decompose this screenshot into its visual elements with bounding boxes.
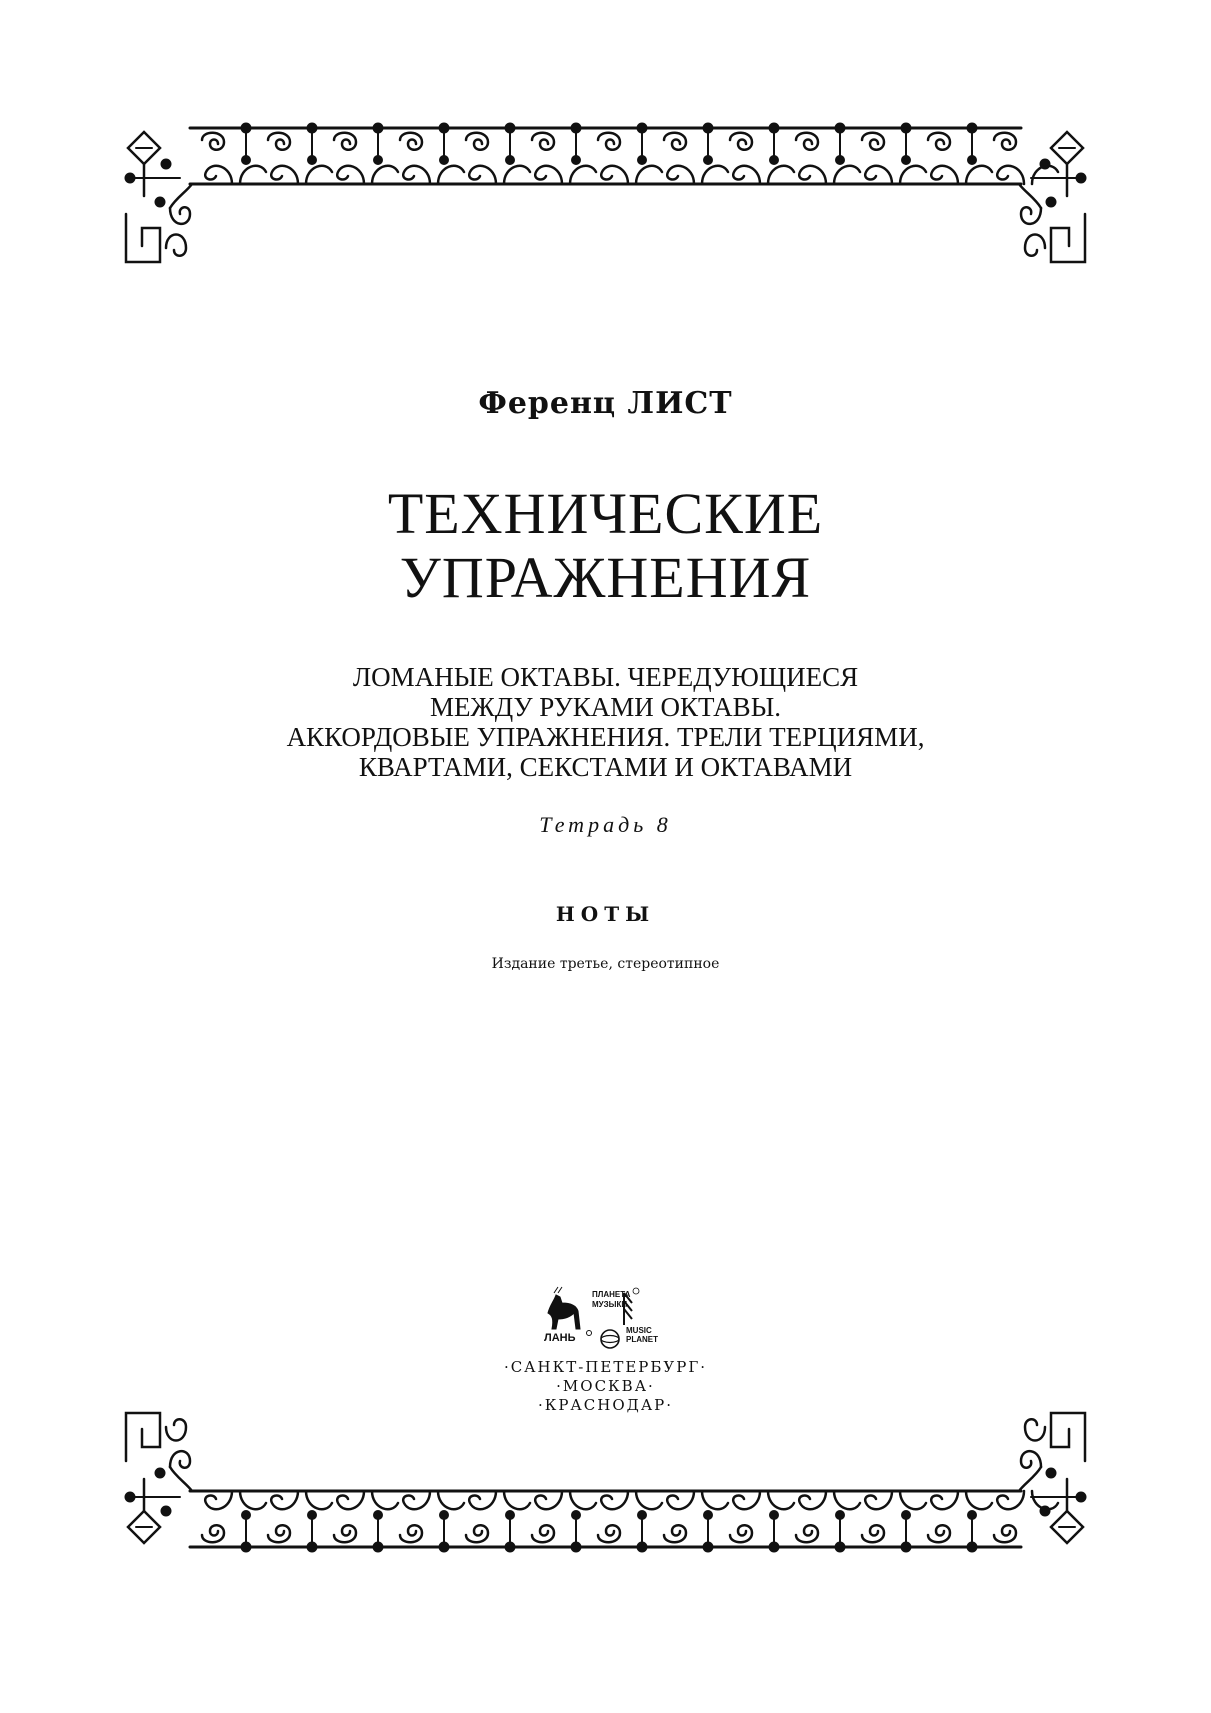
city-line: ·МОСКВА·: [556, 1377, 655, 1395]
ornament-top-svg: [120, 118, 1091, 268]
subtitle-line: АККОРДОВЫЕ УПРАЖНЕНИЯ. ТРЕЛИ ТЕРЦИЯМИ,: [286, 722, 925, 752]
title-line: УПРАЖНЕНИЯ: [399, 545, 812, 610]
publisher-logo: [540, 1285, 680, 1355]
title-line: ТЕХНИЧЕСКИЕ: [387, 481, 824, 546]
ornament-bottom-svg: [120, 1407, 1091, 1557]
ornamental-border-top: [120, 118, 1091, 268]
book-subtitle: [0, 662, 1211, 782]
volume-label: Тетрадь 8: [539, 812, 672, 837]
planet-globe-icon: [601, 1330, 619, 1348]
city-line: ·САНКТ-ПЕТЕРБУРГ·: [503, 1358, 708, 1376]
planet-en-line: PLANET: [626, 1335, 658, 1344]
planet-ru-line: ПЛАНЕТА: [592, 1290, 631, 1299]
edition-note: Издание третье, стереотипное: [491, 956, 720, 972]
city-line: ·КРАСНОДАР·: [537, 1396, 674, 1414]
subtitle-line: КВАРТАМИ, СЕКСТАМИ И ОКТАВАМИ: [358, 752, 853, 782]
subtitle-line: ЛОМАНЫЕ ОКТАВЫ. ЧЕРЕДУЮЩИЕСЯ: [352, 662, 859, 692]
lan-deer-logo-icon: [540, 1285, 680, 1355]
lan-text: ЛАНЬ: [544, 1332, 576, 1344]
planet-ru-line: МУЗЫКИ: [592, 1300, 628, 1309]
book-title: [0, 482, 1211, 610]
planet-en-line: MUSIC: [626, 1326, 652, 1335]
author-name: Ференц ЛИСТ: [478, 386, 733, 421]
ornamental-border-bottom: [120, 1407, 1091, 1557]
genre-label: НОТЫ: [555, 902, 656, 926]
subtitle-line: МЕЖДУ РУКАМИ ОКТАВЫ.: [430, 692, 781, 722]
